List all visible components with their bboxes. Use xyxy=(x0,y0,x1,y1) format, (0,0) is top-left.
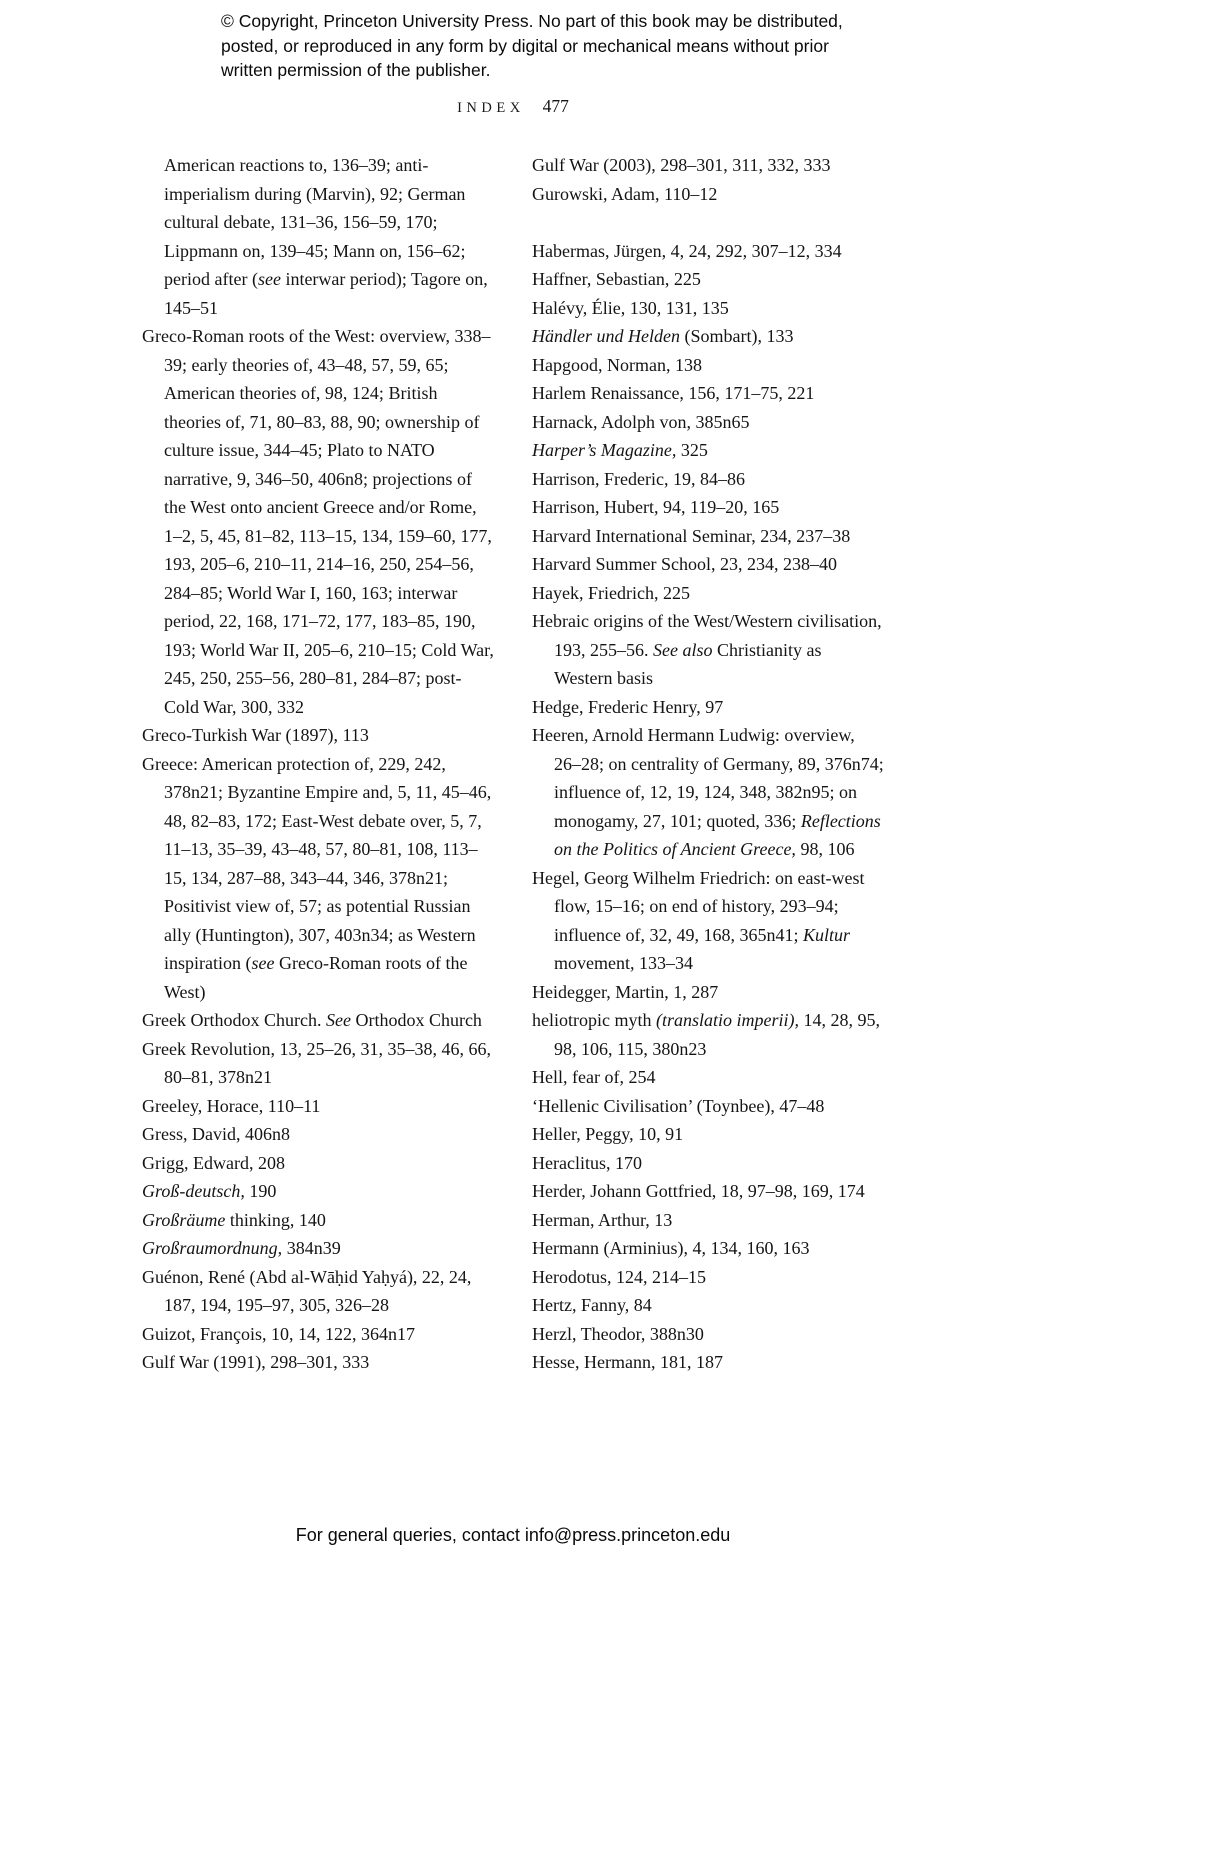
index-entry-text: 190 xyxy=(244,1181,277,1201)
index-entry xyxy=(532,1206,884,1235)
index-columns xyxy=(142,151,884,1377)
index-entry-text: Haffner, Sebastian, 225 xyxy=(532,269,701,289)
index-entry-text: Habermas, Jürgen, 4, 24, 292, 307–12, 334 xyxy=(532,240,842,261)
index-entry xyxy=(142,1320,494,1349)
index-entry xyxy=(532,1291,884,1320)
index-entry-text-italic: Kultur xyxy=(802,924,850,945)
index-entry xyxy=(532,1006,884,1063)
index-entry xyxy=(532,522,884,551)
index-entry-text: Hegel, Georg Wilhelm Friedrich: on east-west flow, 15–16; on end of history, 293–94; influence of, 32, 49, 168, 365n41; xyxy=(532,867,865,945)
index-entry xyxy=(532,1120,884,1149)
index-entry xyxy=(532,322,884,351)
index-entry-text: Herder, Johann Gottfried, 18, 97–98, 169, 174 xyxy=(532,1181,865,1201)
index-entry xyxy=(142,1092,494,1121)
index-entry-text: Guénon, René (Abd al-Wāḥid Yaḥyá), 22, 24, 187, 194, 195–97, 305, 326–28 xyxy=(142,1266,472,1315)
index-entry xyxy=(142,1006,494,1035)
index-entry-text: Heeren, Arnold Hermann Ludwig: overview, 26–28; on centrality of Germany, 89, 376n74; influence of, 12, 19, 124, 348, 382n95; on monogamy, 27, 101; quoted, 336; xyxy=(532,725,884,831)
index-entry-text: 14, 28, 95, 98, 106, 115, 380n23 xyxy=(554,1010,880,1059)
index-entry-text: Harvard International Seminar, 234, 237–38 xyxy=(532,525,851,546)
index-entry xyxy=(532,693,884,722)
index-entry xyxy=(532,465,884,494)
index-entry-text-italic: Großraumordnung, xyxy=(142,1238,283,1258)
copyright-notice: © Copyright, Princeton University Press. No part of this book may be distributed, posted, or reproduced in any form by digital or mechanical means without prior written permission of the publisher. xyxy=(221,11,843,80)
index-entry-text: 98, 106 xyxy=(795,839,855,859)
index-entry-text-italic: see xyxy=(251,953,275,973)
index-entry-text: American reactions to, 136–39; anti-imperialism during (Marvin), 92; German cultural debate, 131–36, 156–59, 170; Lippmann on, 139–45; Mann on, 156–62; period after ( xyxy=(164,155,466,289)
index-entry-text: Hapgood, Norman, 138 xyxy=(532,354,702,375)
index-entry xyxy=(142,1035,494,1092)
index-entry xyxy=(532,550,884,579)
index-entry-text: interwar period); Tagore on, 145–51 xyxy=(164,269,488,318)
index-entry xyxy=(532,237,884,266)
index-entry-text: 325 xyxy=(676,440,708,460)
index-entry xyxy=(142,1348,494,1377)
index-entry xyxy=(532,379,884,408)
index-entry xyxy=(532,721,884,864)
index-entry-text: thinking, 140 xyxy=(225,1209,326,1230)
index-entry-text: Halévy, Élie, 130, 131, 135 xyxy=(532,297,729,318)
index-entry xyxy=(532,1149,884,1178)
index-entry xyxy=(142,750,494,1007)
footer-contact: For general queries, contact info@press.princeton.edu xyxy=(295,1525,731,1545)
index-entry-text: Harnack, Adolph von, 385n65 xyxy=(532,411,750,432)
index-entry-text: Grigg, Edward, 208 xyxy=(142,1152,285,1173)
index-entry-text: Greek Revolution, 13, 25–26, 31, 35–38, 46, 66, 80–81, 378n21 xyxy=(142,1038,491,1087)
index-entry-text: Greek Orthodox Church. xyxy=(142,1010,326,1030)
index-entry-text-italic: Reflections on the Politics of Ancient Greece, xyxy=(554,810,881,859)
index-entry-text: Greeley, Horace, 110–11 xyxy=(142,1095,321,1116)
index-entry xyxy=(142,1120,494,1149)
index-entry-text: ‘Hellenic Civilisation’ (Toynbee), 47–48 xyxy=(532,1095,825,1116)
index-entry-text: Harlem Renaissance, 156, 171–75, 221 xyxy=(532,383,815,403)
index-entry-text: Heidegger, Martin, 1, 287 xyxy=(532,981,719,1002)
index-entry-text: Harrison, Frederic, 19, 84–86 xyxy=(532,468,745,489)
index-entry-text: Greco-Turkish War (1897), 113 xyxy=(142,725,369,745)
index-entry-text: Gress, David, 406n8 xyxy=(142,1124,290,1144)
index-entry xyxy=(532,180,884,209)
index-entry-text: Greco-Roman roots of the West: overview, 338–39; early theories of, 43–48, 57, 59, 65; American theories of, 98, 124; British theories of, 71, 80–83, 88, 90; ownership of culture issue, 344–45; Plato to NATO narrative, 9, 346–50, 406n8; projections of the West onto ancient Greece and/or Rome, 1–2, 5, 45, 81–82, 113–15, 134, 159–60, 177, 193, 205–6, 210–11, 214–16, 250, 254–56, 284–85; World War I, 160, 163; interwar period, 22, 168, 171–72, 177, 183–85, 190, 193; World War II, 205–6, 210–15; Cold War, 245, 250, 255–56, 280–81, 284–87; post-Cold War, 300, 332 xyxy=(142,326,494,717)
index-entry-text: Orthodox Church xyxy=(350,1010,482,1030)
index-entry xyxy=(532,864,884,978)
index-entry xyxy=(532,1234,884,1263)
index-entry-text: Harvard Summer School, 23, 234, 238–40 xyxy=(532,554,837,574)
index-entry xyxy=(142,151,494,322)
index-entry-text: Gulf War (1991), 298–301, 333 xyxy=(142,1352,370,1372)
index-entry xyxy=(532,607,884,693)
index-entry-text: Greco-Roman roots of the West) xyxy=(164,953,468,1002)
index-entry-text: 384n39 xyxy=(282,1238,341,1258)
index-entry-text-italic: Großräume xyxy=(142,1209,226,1230)
index-entry xyxy=(142,1263,494,1320)
index-entry-text: Hell, fear of, 254 xyxy=(532,1067,656,1087)
index-entry xyxy=(532,436,884,465)
index-entry-text-italic: (translatio imperii), xyxy=(655,1010,799,1030)
index-entry-text: Herzl, Theodor, 388n30 xyxy=(532,1323,704,1344)
index-entry-text: Herman, Arthur, 13 xyxy=(532,1209,673,1230)
index-entry xyxy=(532,408,884,437)
index-entry-text: Hedge, Frederic Henry, 97 xyxy=(532,696,724,717)
index-entry xyxy=(532,1177,884,1206)
index-entry xyxy=(532,265,884,294)
index-entry-text: Harrison, Hubert, 94, 119–20, 165 xyxy=(532,497,780,517)
index-entry-text: Christianity as Western basis xyxy=(554,639,822,688)
index-entry-text: Hayek, Friedrich, 225 xyxy=(532,582,690,603)
index-entry xyxy=(532,1063,884,1092)
index-entry-text-italic: Händler und Helden xyxy=(532,326,680,346)
index-column-right xyxy=(532,151,884,1377)
index-entry-text: Gulf War (2003), 298–301, 311, 332, 333 xyxy=(532,155,831,175)
index-entry-text-italic: Harper’s Magazine, xyxy=(532,440,677,460)
index-column-left xyxy=(142,151,494,1377)
index-entry-text: Hebraic origins of the West/Western civilisation, 193, 255–56. xyxy=(532,611,882,660)
index-entry xyxy=(142,1206,494,1235)
running-head: INDEX xyxy=(457,100,525,116)
index-entry xyxy=(532,294,884,323)
index-entry-text: movement, 133–34 xyxy=(554,953,693,973)
index-entry xyxy=(142,322,494,721)
index-entry xyxy=(142,721,494,750)
index-entry xyxy=(532,978,884,1007)
index-entry-text: Hertz, Fanny, 84 xyxy=(532,1295,652,1315)
index-entry-text: Hesse, Hermann, 181, 187 xyxy=(532,1352,723,1372)
page-number: 477 xyxy=(542,96,569,116)
index-entry xyxy=(532,493,884,522)
page-header xyxy=(142,96,884,117)
index-entry-text-italic: see xyxy=(257,269,281,289)
index-entry-text: Heller, Peggy, 10, 91 xyxy=(532,1124,684,1144)
index-entry-text-italic: Groß-deutsch, xyxy=(142,1181,245,1201)
index-entry xyxy=(142,1149,494,1178)
index-entry xyxy=(142,1177,494,1206)
index-entry xyxy=(532,151,884,180)
index-entry-text: (Sombart), 133 xyxy=(679,326,794,346)
index-entry-text: heliotropic myth xyxy=(532,1010,656,1030)
index-entry-text: Gurowski, Adam, 110–12 xyxy=(532,183,718,204)
index-entry-text: Heraclitus, 170 xyxy=(532,1152,642,1173)
index-entry xyxy=(532,579,884,608)
index-entry-text: Herodotus, 124, 214–15 xyxy=(532,1266,706,1287)
index-entry xyxy=(532,351,884,380)
index-entry-text: Hermann (Arminius), 4, 134, 160, 163 xyxy=(532,1238,810,1258)
index-entry xyxy=(532,1263,884,1292)
index-entry-text: Greece: American protection of, 229, 242, 378n21; Byzantine Empire and, 5, 11, 45–46, 48, 82–83, 172; East-West debate over, 5, 7, 11–13, 35–39, 43–48, 57, 80–81, 108, 113–15, 134, 287–88, 343–44, 346, 378n21; Positivist view of, 57; as potential Russian ally (Huntington), 307, 403n34; as Western inspiration ( xyxy=(142,753,492,973)
index-entry xyxy=(532,1092,884,1121)
index-entry-text-italic: See xyxy=(325,1010,351,1030)
index-entry-text-italic: See also xyxy=(653,639,713,660)
index-entry xyxy=(532,1348,884,1377)
index-entry xyxy=(532,1320,884,1349)
index-entry-text: Guizot, François, 10, 14, 122, 364n17 xyxy=(142,1323,415,1344)
index-entry xyxy=(142,1234,494,1263)
